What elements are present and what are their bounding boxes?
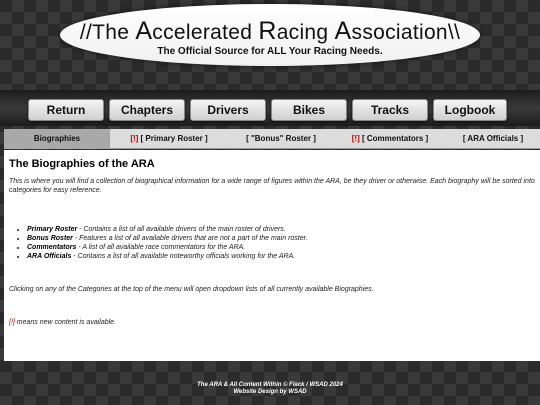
new-content-note: [!] means new content is available. (9, 319, 117, 326)
dropdown-note: Clicking on any of the Categories at the top of the menu will open dropdown lists of all currently available Biographies. (9, 286, 374, 293)
subnav-ara-officials-tab[interactable]: [ ARA Officials ] (462, 134, 524, 143)
site-header-banner (60, 4, 480, 66)
subnav-primary-roster-tab[interactable]: [!] [ Primary Roster ] (130, 134, 208, 143)
new-content-marker: [!] (130, 134, 139, 143)
nav-chapters-button[interactable]: Chapters (109, 99, 185, 121)
subnav-biographies-tab[interactable]: Biographies (4, 129, 110, 149)
subnav-bonus-roster-tab[interactable]: [ "Bonus" Roster ] (246, 134, 316, 143)
nav-return-button[interactable]: Return (28, 99, 104, 121)
footer-copyright: The ARA & All Content Within © Flack / WSAD 2024 (197, 382, 343, 388)
subnav-commentators-tab[interactable]: [!] [ Commentators ] (351, 134, 429, 143)
category-list (27, 225, 535, 261)
content-panel (4, 150, 540, 361)
new-content-marker: [!] (9, 319, 15, 326)
nav-tracks-button[interactable]: Tracks (352, 99, 428, 121)
nav-logbook-button[interactable]: Logbook (433, 99, 507, 121)
intro-text: This is where you will find a collection of biographical information for a wide range of figures within the ARA, be they driver or otherwise. Each biography will be sorted into categories for easy reference. (9, 178, 535, 194)
site-subtitle: The Official Source for ALL Your Racing Needs. (157, 46, 383, 57)
list-item: • Primary Roster - Contains a list of all available drivers of the main roster of drivers. (27, 225, 535, 234)
list-item: • ARA Officials - Contains a list of all available noteworthy officials working for the ARA. (27, 252, 535, 261)
nav-bikes-button[interactable]: Bikes (271, 99, 347, 121)
nav-drivers-button[interactable]: Drivers (190, 99, 266, 121)
list-item: • Commentators - A list of all available race commentators for the ARA. (27, 243, 535, 252)
footer-design-credit: Website Design by WSAD (233, 389, 307, 395)
site-title: //The Accelerated Racing Association\\ (79, 17, 461, 45)
site-footer (0, 382, 540, 396)
list-item: • Bonus Roster - Features a list of all available drivers that are not a part of the main roster. (27, 234, 535, 243)
new-content-marker: [!] (351, 134, 360, 143)
page-title: The Biographies of the ARA (9, 158, 155, 170)
biographies-subnav (4, 129, 540, 149)
